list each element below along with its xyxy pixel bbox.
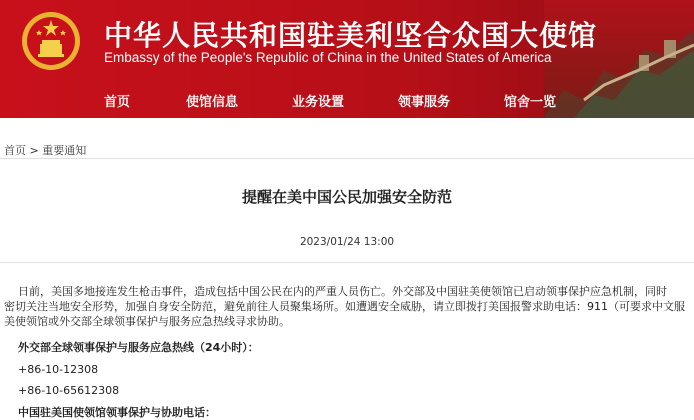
nav-item-consular-services[interactable]: 领事服务 — [398, 95, 451, 110]
nav-item-business[interactable]: 业务设置 — [292, 95, 345, 110]
breadcrumb-separator: > — [29, 144, 39, 157]
hotline-phone: +86-10-65612308 — [18, 384, 120, 397]
embassy-hotline-heading: 中国驻美国使领馆领事保护与协助电话： — [18, 406, 216, 419]
article-paragraph-line: 日前，美国多地接连发生枪击事件，造成包括中国公民在内的严重人员伤亡。外交部及中国驻美使领馆已启动领事保护应急机制，同时 — [18, 285, 667, 298]
divider — [0, 158, 694, 159]
hotline-phone: +86-10-12308 — [18, 363, 99, 376]
breadcrumb — [4, 142, 86, 158]
breadcrumb-home-link[interactable]: 首页 — [4, 144, 26, 157]
nav-item-premises[interactable]: 馆舍一览 — [504, 95, 557, 110]
divider — [0, 262, 694, 263]
article-paragraph-line: 密切关注当地安全形势，加强自身安全防范，避免前往人员聚集场所。如遭遇安全威胁，请立即拨打美国报警求助电话：911（可要求中文服 — [4, 300, 685, 313]
nav-item-embassy-info[interactable]: 使馆信息 — [186, 95, 239, 110]
embassy-title-english: Embassy of the People's Republic of China in the United States of America — [104, 50, 552, 65]
article-title: 提醒在美中国公民加强安全防范 — [241, 188, 452, 206]
main-navigation — [0, 86, 694, 114]
hotline-heading: 外交部全球领事保护与服务应急热线（24小时）： — [18, 341, 259, 354]
site-header — [0, 0, 694, 118]
national-emblem-icon — [20, 10, 82, 72]
article-date: 2023/01/24 13:00 — [299, 236, 395, 248]
article-paragraph-line: 美使领馆或外交部全球领事保护与服务应急热线寻求协助。 — [4, 315, 290, 328]
embassy-title-chinese: 中华人民共和国驻美利坚合众国大使馆 — [104, 19, 598, 52]
breadcrumb-current-link[interactable]: 重要通知 — [42, 144, 87, 157]
nav-item-home[interactable]: 首页 — [104, 95, 131, 110]
